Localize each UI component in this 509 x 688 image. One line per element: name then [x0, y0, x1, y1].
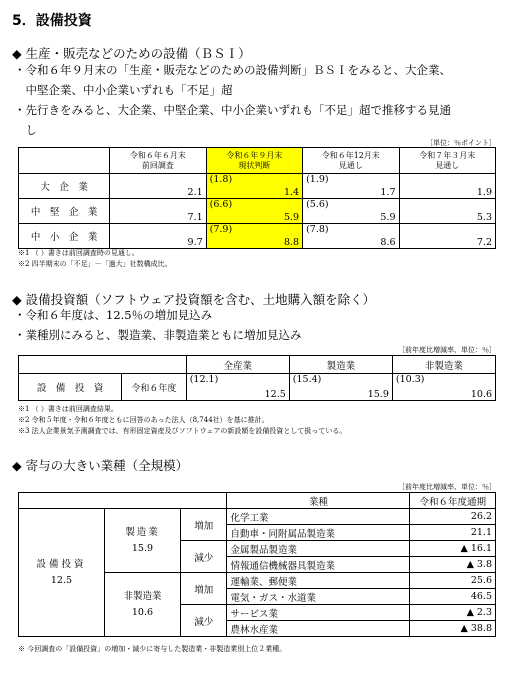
row-label: 中 小 企 業 [19, 224, 110, 249]
value-cell [303, 199, 399, 224]
total-value: 12.5 [50, 574, 73, 586]
row-label: 設 備 投 資 [19, 374, 122, 401]
industry-value: ▲ 2.3 [410, 605, 496, 621]
bullet-text: 中堅企業、中小企業いずれも「不足」超 [14, 83, 233, 97]
current-value: 5.9 [380, 212, 396, 223]
industry-name: 運輸業、郵便業 [227, 573, 410, 589]
section-bsi-heading: ◆ 生産・販売などのための設備（ＢＳＩ） [12, 46, 251, 61]
industry-value: 25.6 [410, 573, 496, 589]
unit-label: ［前年度比増減率、単位：％］ [398, 346, 496, 354]
value-cell [206, 174, 302, 199]
unit-label: ［単位：％ポイント］ [426, 139, 496, 147]
bsi-notes [18, 248, 172, 270]
year-label: 令和６年度 [122, 374, 187, 401]
industry-value: 46.5 [410, 589, 496, 605]
bsi-table [18, 147, 496, 249]
capex-notes [18, 404, 346, 437]
capex-table [18, 355, 496, 401]
industry-value: ▲ 38.8 [410, 621, 496, 637]
table-row [19, 509, 496, 525]
col-header: 令和６年６月末 前回調査 [110, 148, 206, 174]
contribution-note: ※ 今回調査の「設備投資」の増加・減少に寄与した製造業・非製造業別上位２業種。 [18, 645, 287, 653]
col-header: 非製造業 [392, 356, 495, 374]
col-header: 業種 [227, 493, 410, 509]
bullet-text: ・先行きをみると、大企業、中堅企業、中小企業いずれも「不足」超で推移する見通 [14, 103, 451, 117]
col-header: 令和６年９月末 現状判断 [206, 148, 302, 174]
value-cell [392, 374, 495, 401]
decrease-label: 減少 [181, 605, 227, 637]
industry-name: 情報通信機械器具製造業 [227, 557, 410, 573]
prev-value: (1.9) [306, 174, 329, 185]
current-value: 8.6 [380, 237, 396, 248]
prev-value: (15.4) [292, 374, 322, 385]
value-cell: 7.1 [110, 199, 206, 224]
value-cell: 2.1 [110, 174, 206, 199]
note-text: ※1 （ ）書きは前回調査時の見通し。 [18, 249, 139, 257]
prev-value: (12.1) [189, 374, 219, 385]
industry-value: 26.2 [410, 509, 496, 525]
prev-value: (6.6) [209, 199, 233, 210]
value-cell [303, 174, 399, 199]
unit-label: ［前年度比増減率、単位：％］ [398, 483, 496, 491]
industry-name: 農林水産業 [227, 621, 410, 637]
section-bsi-bullets [14, 60, 504, 140]
section-capex-bullets [14, 305, 302, 345]
current-value: 8.8 [283, 237, 300, 248]
current-value: 10.6 [470, 389, 492, 400]
note-text: ※1 （ ）書きは前回調査結果。 [18, 405, 118, 413]
col-header: 令和７年３月末 見通し [399, 148, 495, 174]
note-text: ※2 令和５年度・令和６年度ともに回答のあった法人（8,744社）を基に推計。 [18, 416, 269, 424]
value-cell: 9.7 [110, 224, 206, 249]
industry-name: 化学工業 [227, 509, 410, 525]
nonmfg-cell [104, 573, 180, 637]
bullet-text: ・令和６年度は、12.5％の増加見込み [14, 308, 213, 322]
table-row [19, 374, 496, 401]
industry-name: サービス業 [227, 605, 410, 621]
value-cell [303, 224, 399, 249]
current-value: 12.5 [264, 389, 286, 400]
total-label: 設備投資 [36, 558, 87, 570]
industry-name: 金属製品製造業 [227, 541, 410, 557]
table-row [19, 174, 496, 199]
col-header: 製造業 [289, 356, 392, 374]
value-cell [186, 374, 289, 401]
bullet-text: ・令和６年９月末の「生産・販売などのための設備判断」ＢＳＩをみると、大企業、 [14, 63, 451, 77]
industry-value: 21.1 [410, 525, 496, 541]
mfg-label: 製造業 [125, 526, 160, 538]
value-cell [289, 374, 392, 401]
col-header: 全産業 [186, 356, 289, 374]
col-header: 令和６年度通期 [410, 493, 496, 509]
prev-value: (7.9) [209, 224, 233, 235]
current-value: 1.7 [380, 187, 396, 198]
prev-value: (5.6) [306, 199, 329, 210]
table-corner [19, 356, 187, 374]
industry-name: 自動車・同附属品製造業 [227, 525, 410, 541]
value-cell: 5.3 [399, 199, 495, 224]
section-capex-heading: ◆ 設備投資額（ソフトウェア投資額を含む、土地購入額を除く） [12, 292, 376, 307]
note-text: ※3 法人企業景気予測調査では、有形固定資産及びソフトウェアの新設額を設備投資として扱っている。 [18, 427, 347, 435]
nonmfg-label: 非製造業 [123, 590, 162, 602]
row-label: 大 企 業 [19, 174, 110, 199]
contribution-table [18, 492, 496, 637]
mfg-cell [104, 509, 180, 573]
page-title: 5．設備投資 [12, 13, 92, 29]
row-label: 中 堅 企 業 [19, 199, 110, 224]
industry-name: 電気・ガス・水道業 [227, 589, 410, 605]
table-corner [19, 148, 110, 174]
value-cell: 7.2 [399, 224, 495, 249]
col-header: 令和６年12月末 見通し [303, 148, 399, 174]
industry-value: ▲ 3.8 [410, 557, 496, 573]
section-contrib-heading: ◆ 寄与の大きい業種（全規模） [12, 458, 189, 473]
value-cell: 1.9 [399, 174, 495, 199]
industry-value: ▲ 16.1 [410, 541, 496, 557]
value-cell [206, 224, 302, 249]
increase-label: 増加 [181, 573, 227, 605]
prev-value: (7.8) [306, 224, 329, 235]
decrease-label: 減少 [181, 541, 227, 573]
table-row [19, 224, 496, 249]
current-value: 5.9 [283, 212, 300, 223]
prev-value: (10.3) [395, 374, 425, 385]
nonmfg-value: 10.6 [131, 606, 154, 618]
bullet-text: し [14, 123, 37, 137]
increase-label: 増加 [181, 509, 227, 541]
current-value: 15.9 [367, 389, 389, 400]
note-text: ※2 四半期末の「不足」－「過大」社数構成比。 [18, 260, 172, 268]
mfg-value: 15.9 [131, 542, 154, 554]
prev-value: (1.8) [209, 174, 233, 185]
current-value: 1.4 [283, 187, 300, 198]
value-cell [206, 199, 302, 224]
total-label-cell [19, 509, 105, 637]
table-row [19, 199, 496, 224]
table-corner [19, 493, 227, 509]
bullet-text: ・業種別にみると、製造業、非製造業ともに増加見込み [14, 328, 302, 342]
